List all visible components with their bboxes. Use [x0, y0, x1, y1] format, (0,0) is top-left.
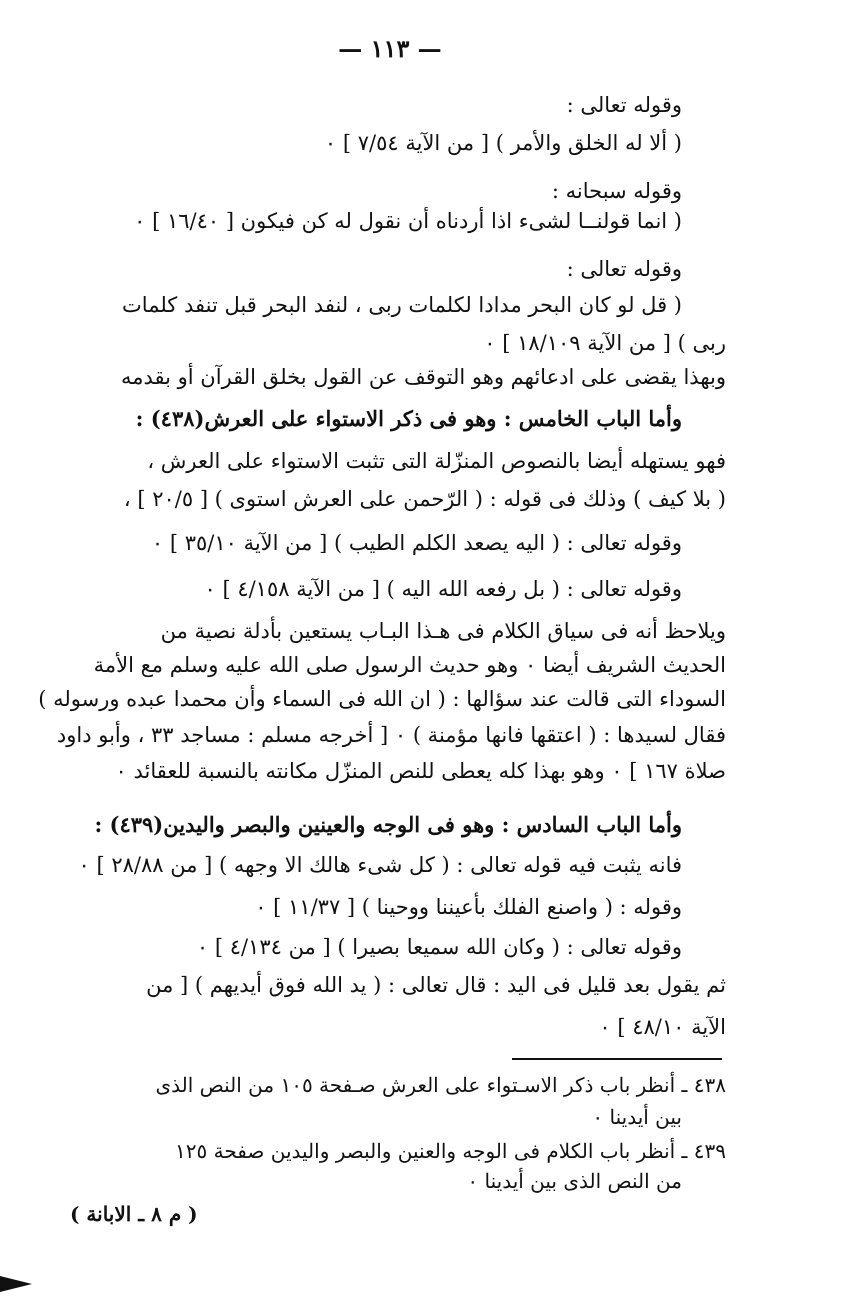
text-line: صلاة ١٦٧ ] ٠ وهو بهذا كله يعطى للنص المنزّل مكانته بالنسبة للعقائد ٠ [115, 759, 726, 783]
page-number: — ١١٣ — [338, 34, 442, 63]
text-line: ثم يقول بعد قليل فى اليد : قال تعالى : ( يد الله فوق أيديهم ) [ من [146, 973, 726, 997]
section-heading-fifth-chapter: وأما الباب الخامس : وهو فى ذكر الاستواء على العرش(٤٣٨) : [135, 406, 682, 431]
scan-edge-mark [0, 1276, 32, 1292]
footnote-separator [512, 1058, 722, 1060]
page-footer-signature: ( م ٨ ـ الابانة ) [70, 1202, 198, 1226]
text-line: ( ألا له الخلق والأمر ) [ من الآية ٧/٥٤ ] ٠ [324, 131, 682, 155]
text-line: ربى ) [ من الآية ١٨/١٠٩ ] ٠ [484, 331, 726, 355]
text-line: وقوله تعالى : [566, 93, 682, 117]
text-line: وبهذا يقضى على ادعائهم وهو التوقف عن القول بخلق القرآن أو بقدمه [120, 365, 726, 389]
text-line: الآية ٤٨/١٠ ] ٠ [599, 1015, 726, 1039]
text-line: فقال لسيدها : ( اعتقها فانها مؤمنة ) ٠ [ أخرجه مسلم : مساجد ٣٣ ، وأبو داود [56, 723, 726, 747]
text-line: وقوله تعالى : ( اليه يصعد الكلم الطيب ) [ من الآية ٣٥/١٠ ] ٠ [151, 531, 682, 555]
text-line: ( انما قولنــا لشىء اذا أردناه أن نقول له كن فيكون [ ١٦/٤٠ ] ٠ [134, 209, 682, 233]
text-line: ( قل لو كان البحر مدادا لكلمات ربى ، لنفد البحر قبل تنفد كلمات [122, 293, 682, 317]
footnote-438-continued: بين أيدينا ٠ [592, 1105, 682, 1129]
section-heading-sixth-chapter: وأما الباب السادس : وهو فى الوجه والعينين والبصر واليدين(٤٣٩) : [94, 812, 682, 837]
text-line: فانه يثبت فيه قوله تعالى : ( كل شىء هالك الا وجهه ) [ من ٢٨/٨٨ ] ٠ [78, 853, 682, 877]
text-line: وقوله تعالى : ( وكان الله سميعا بصيرا ) [ من ٤/١٣٤ ] ٠ [196, 935, 682, 959]
text-line: وقوله تعالى : ( بل رفعه الله اليه ) [ من الآية ٤/١٥٨ ] ٠ [204, 577, 682, 601]
text-line: وقوله تعالى : [566, 257, 682, 281]
text-line: ( بلا كيف ) وذلك فى قوله : ( الرّحمن على العرش استوى ) [ ٢٠/٥ ] ، [123, 487, 726, 511]
footnote-439-continued: من النص الذى بين أيدينا ٠ [467, 1169, 682, 1193]
text-line: وقوله سبحانه : [551, 179, 682, 203]
footnote-438: ٤٣٨ ـ أنظر باب ذكر الاسـتواء على العرش صـفحة ١٠٥ من النص الذى [155, 1073, 726, 1097]
text-line: وقوله : ( واصنع الفلك بأعيننا ووحينا ) [ ١١/٣٧ ] ٠ [255, 895, 682, 919]
text-line: السوداء التى قالت عند سؤالها : ( ان الله فى السماء وأن محمدا عبده ورسوله ) [38, 687, 726, 711]
text-line: فهو يستهله أيضا بالنصوص المنزّلة التى تثبت الاستواء على العرش ، [147, 449, 726, 473]
text-line: ويلاحظ أنه فى سياق الكلام فى هـذا البـاب يستعين بأدلة نصية من [160, 619, 726, 643]
text-line: الحديث الشريف أيضا ٠ وهو حديث الرسول صلى الله عليه وسلم مع الأمة [93, 653, 726, 677]
footnote-439: ٤٣٩ ـ أنظر باب الكلام فى الوجه والعنين والبصر واليدين صفحة ١٢٥ [175, 1139, 726, 1163]
